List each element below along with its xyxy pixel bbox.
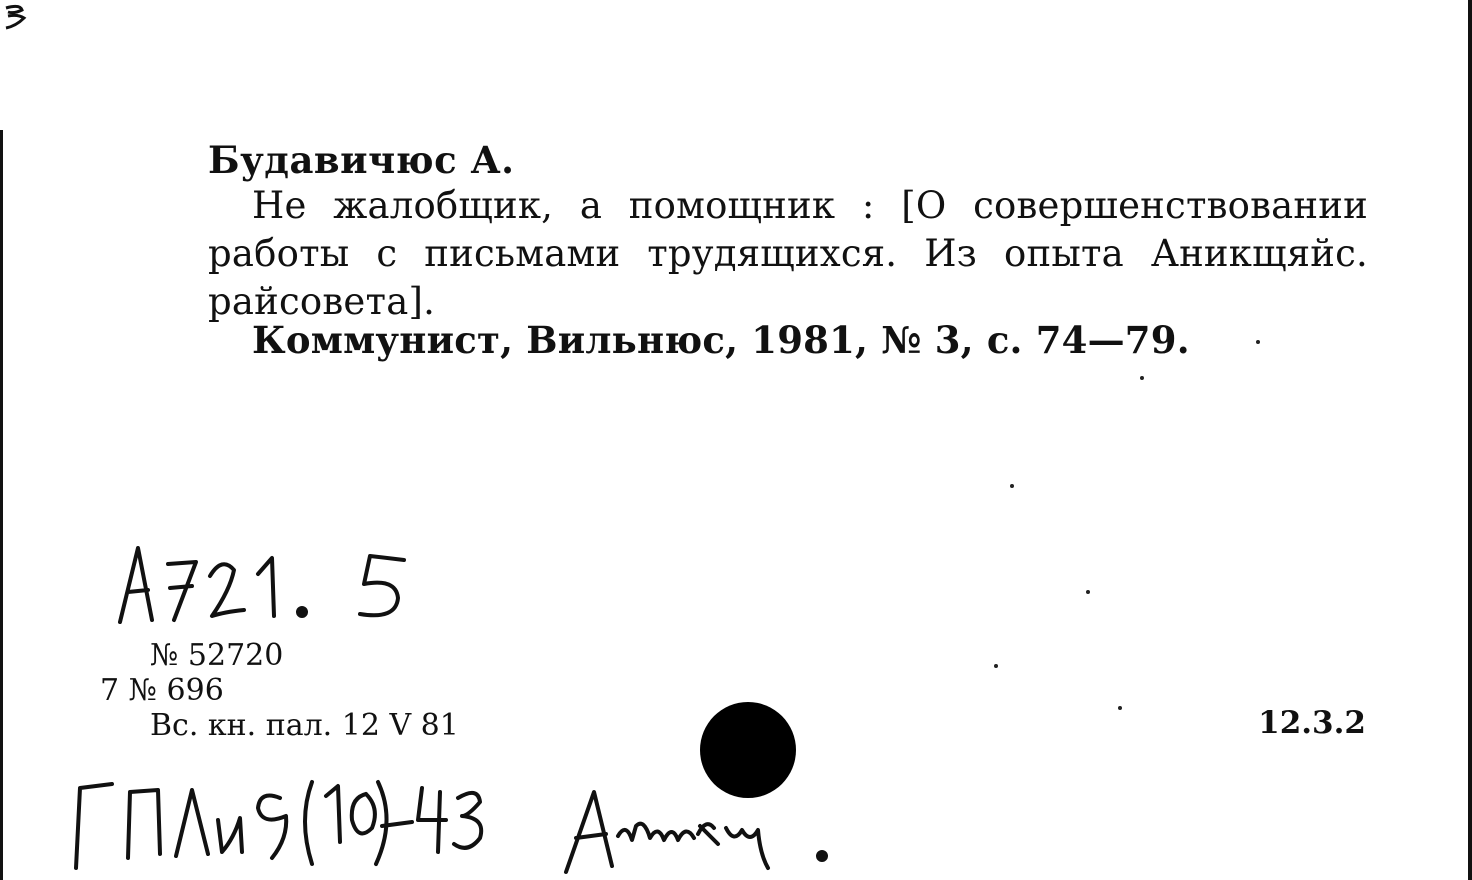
scan-speck [1010,484,1014,488]
source-citation: Коммунист, Вильнюс, 1981, № 3, с. 74—79. [252,318,1190,362]
title-word: совершенствовании [973,184,1368,227]
title-word: письмами [424,232,621,275]
title-word: опыта [1003,232,1124,275]
registry-number: 7 № 696 [100,673,224,708]
title-description [208,182,1368,326]
title-word: трудящихся. [647,232,898,275]
title-line-2 [208,230,1368,278]
title-word: жалобщик, [333,184,554,227]
title-word: работы [208,232,350,275]
title-word: с [376,232,398,275]
title-line-3: райсовета]. [208,280,436,323]
inventory-number: № 52720 [150,638,284,673]
scan-speck [1086,590,1090,594]
book-chamber-stamp: Вс. кн. пал. 12 V 81 [150,708,459,743]
classification-code: 12.3.2 [1258,705,1366,741]
handwritten-call-number [112,540,422,630]
title-word: [О [901,184,947,227]
title-line-1 [208,182,1368,230]
scan-speck [1118,706,1122,710]
author-name: Будавичюс А. [208,138,515,182]
title-word: Из [924,232,978,275]
title-word: а [579,184,603,227]
scan-speck [1140,376,1144,380]
title-word: помощник [628,184,836,227]
title-word: Аникщяйс. [1150,232,1368,275]
corner-scribble-icon [2,2,32,32]
handwritten-location-note [66,768,846,876]
title-word: Не [252,184,307,227]
title-word: : [861,184,875,227]
scan-speck [1256,340,1260,344]
card-left-edge [0,130,3,880]
scan-speck [994,664,998,668]
card-right-edge [1468,0,1472,880]
